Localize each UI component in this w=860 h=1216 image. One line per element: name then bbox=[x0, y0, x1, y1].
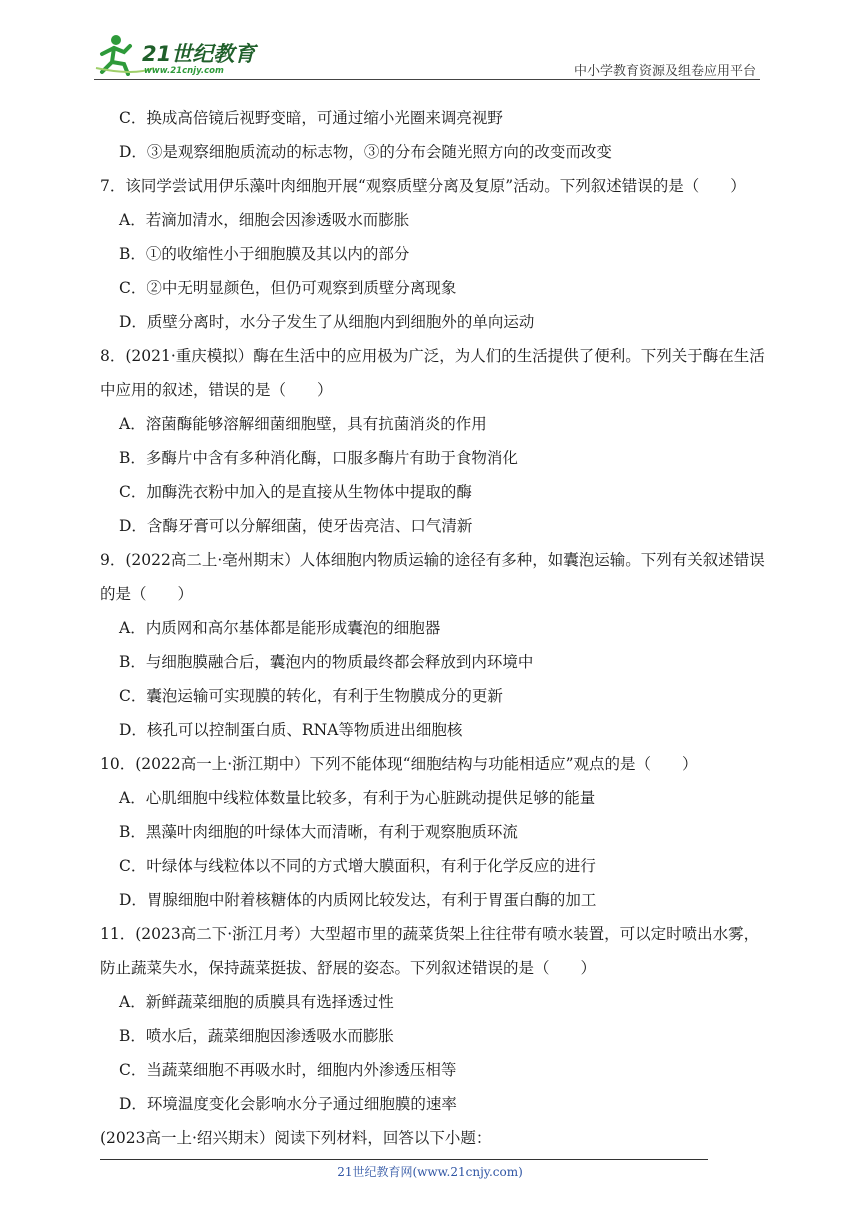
logo-graphic bbox=[94, 32, 264, 76]
answer-option: A．心肌细胞中线粒体数量比较多，有利于为心脏跳动提供足够的能量 bbox=[119, 789, 596, 807]
answer-option: D．③是观察细胞质流动的标志物，③的分布会随光照方向的改变而改变 bbox=[119, 143, 612, 161]
footer-source-link[interactable]: 21世纪教育网(www.21cnjy.com) bbox=[337, 1165, 523, 1179]
footer-divider bbox=[100, 1159, 708, 1160]
header-divider bbox=[94, 79, 760, 80]
logo-text: 21世纪教育 bbox=[142, 42, 256, 66]
question-text: (2023高一上·绍兴期末）阅读下列材料，回答以下小题： bbox=[100, 1129, 492, 1147]
answer-option: D．胃腺细胞中附着核糖体的内质网比较发达，有利于胃蛋白酶的加工 bbox=[119, 891, 597, 909]
answer-option: B．喷水后，蔬菜细胞因渗透吸水而膨胀 bbox=[119, 1027, 394, 1045]
answer-option: A．内质网和高尔基体都是能形成囊泡的细胞器 bbox=[119, 619, 441, 637]
answer-option: C．叶绿体与线粒体以不同的方式增大膜面积，有利于化学反应的进行 bbox=[119, 857, 596, 875]
answer-option: C．换成高倍镜后视野变暗，可通过缩小光圈来调亮视野 bbox=[119, 109, 503, 127]
answer-option: C．②中无明显颜色，但仍可观察到质壁分离现象 bbox=[119, 279, 457, 297]
logo-url-text: www.21cnjy.com bbox=[144, 66, 224, 76]
answer-option: B．①的收缩性小于细胞膜及其以内的部分 bbox=[119, 245, 410, 263]
question-text: 中应用的叙述，错误的是（ ） bbox=[100, 381, 333, 399]
question-text: 10．(2022高一上·浙江期中）下列不能体现“细胞结构与功能相适应”观点的是（ ） bbox=[100, 755, 698, 773]
question-text: 防止蔬菜失水，保持蔬菜挺拔、舒展的姿态。下列叙述错误的是（ ） bbox=[100, 959, 597, 977]
question-text: 9．(2022高二上·亳州期末）人体细胞内物质运输的途径有多种，如囊泡运输。下列有关叙述错误 bbox=[100, 551, 765, 569]
answer-option: B．黑藻叶肉细胞的叶绿体大而清晰，有利于观察胞质环流 bbox=[119, 823, 518, 841]
answer-option: A．若滴加清水，细胞会因渗透吸水而膨胀 bbox=[119, 211, 410, 229]
answer-option: A．溶菌酶能够溶解细菌细胞壁，具有抗菌消炎的作用 bbox=[119, 415, 487, 433]
question-content bbox=[100, 101, 780, 1155]
question-text: 11．(2023高二下·浙江月考）大型超市里的蔬菜货架上往往带有喷水装置，可以定时喷出水雾， bbox=[100, 925, 760, 943]
header-platform-text: 中小学教育资源及组卷应用平台 bbox=[573, 64, 756, 79]
answer-option: D．质壁分离时，水分子发生了从细胞内到细胞外的单向运动 bbox=[119, 313, 535, 331]
answer-option: C．囊泡运输可实现膜的转化，有利于生物膜成分的更新 bbox=[119, 687, 503, 705]
site-logo[interactable] bbox=[94, 32, 264, 76]
answer-option: D．含酶牙膏可以分解细菌，使牙齿亮洁、口气清新 bbox=[119, 517, 473, 535]
answer-option: D．核孔可以控制蛋白质、RNA等物质进出细胞核 bbox=[119, 721, 463, 739]
page-header bbox=[94, 30, 760, 80]
answer-option: A．新鲜蔬菜细胞的质膜具有选择透过性 bbox=[119, 993, 394, 1011]
answer-option: C．加酶洗衣粉中加入的是直接从生物体中提取的酶 bbox=[119, 483, 472, 501]
answer-option: D．环境温度变化会影响水分子通过细胞膜的速率 bbox=[119, 1095, 457, 1113]
answer-option: B．多酶片中含有多种消化酶，口服多酶片有助于食物消化 bbox=[119, 449, 518, 467]
answer-option: B．与细胞膜融合后，囊泡内的物质最终都会释放到内环境中 bbox=[119, 653, 534, 671]
question-text: 的是（ ） bbox=[100, 585, 194, 603]
answer-option: C．当蔬菜细胞不再吸水时，细胞内外渗透压相等 bbox=[119, 1061, 457, 1079]
question-text: 8．(2021·重庆模拟）酶在生活中的应用极为广泛，为人们的生活提供了便利。下列关于酶在生活 bbox=[100, 347, 765, 365]
question-text: 7．该同学尝试用伊乐藻叶肉细胞开展“观察质壁分离及复原”活动。下列叙述错误的是（ ） bbox=[100, 177, 746, 195]
